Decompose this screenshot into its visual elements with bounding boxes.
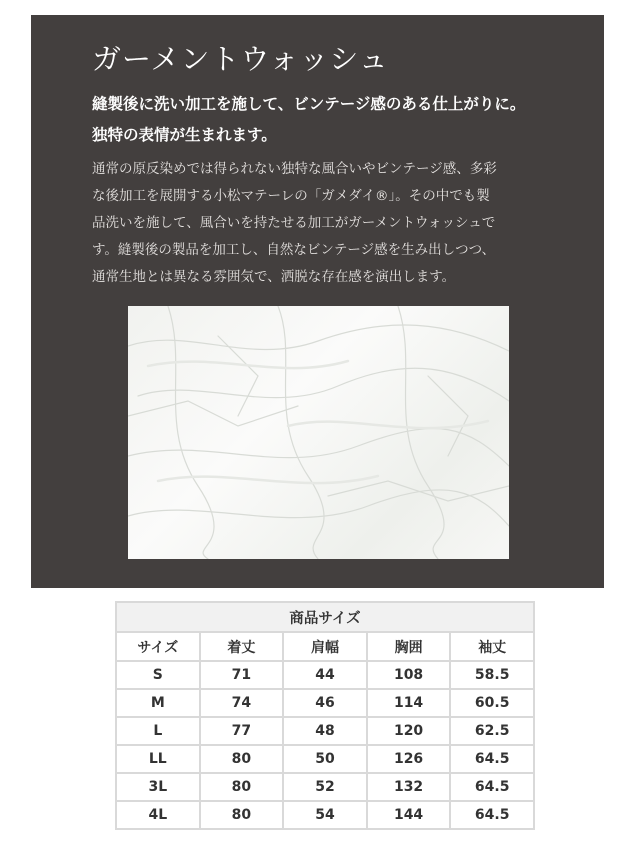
description-line: 通常の原反染めでは得られない独特な風合いやビンテージ感、多彩 [92,161,497,177]
description-line: す。縫製後の製品を加工し、自然なビンテージ感を生み出しつつ、 [92,242,496,258]
header-cell: 胸囲 [367,632,451,661]
fabric-wrinkles [128,306,509,559]
table-cell: 48 [283,717,367,745]
feature-panel [31,15,604,588]
table-cell: 54 [283,801,367,829]
table-cell: 120 [367,717,451,745]
table-cell: M [116,689,200,717]
table-cell: 64.5 [450,745,534,773]
table-cell: L [116,717,200,745]
table-cell: 71 [200,661,284,689]
header-cell: 着丈 [200,632,284,661]
table-row [116,717,534,745]
header-cell: サイズ [116,632,200,661]
lead-line: 縫製後に洗い加工を施して、ビンテージ感のある仕上がりに。 [92,95,526,113]
fabric-texture-image [128,306,509,559]
table-cell: 74 [200,689,284,717]
size-table-header-row [116,632,534,661]
table-cell: 80 [200,801,284,829]
header-cell: 肩幅 [283,632,367,661]
feature-lead [92,89,572,151]
table-row [116,745,534,773]
table-cell: 62.5 [450,717,534,745]
description-line: な後加工を展開する小松マテーレの「ガメダイ®」。その中でも製 [92,188,490,204]
table-cell: 50 [283,745,367,773]
table-cell: 80 [200,745,284,773]
table-row [116,689,534,717]
table-row [116,773,534,801]
feature-description [92,156,562,291]
description-line: 品洗いを施して、風合いを持たせる加工がガーメントウォッシュで [92,215,496,231]
table-cell: 3L [116,773,200,801]
lead-line: 独特の表情が生まれます。 [92,126,277,144]
table-cell: 114 [367,689,451,717]
table-cell: S [116,661,200,689]
table-cell: 44 [283,661,367,689]
description-line: 通常生地とは異なる雰囲気で、洒脱な存在感を演出します。 [92,269,456,285]
table-cell: LL [116,745,200,773]
table-cell: 132 [367,773,451,801]
table-cell: 46 [283,689,367,717]
table-cell: 77 [200,717,284,745]
table-cell: 52 [283,773,367,801]
table-row [116,661,534,689]
table-cell: 126 [367,745,451,773]
table-row [116,801,534,829]
header-cell: 袖丈 [450,632,534,661]
feature-title: ガーメントウォッシュ [92,42,389,76]
table-cell: 144 [367,801,451,829]
table-cell: 108 [367,661,451,689]
size-table-caption: 商品サイズ [116,602,534,632]
table-cell: 58.5 [450,661,534,689]
table-cell: 64.5 [450,801,534,829]
table-cell: 60.5 [450,689,534,717]
table-cell: 4L [116,801,200,829]
table-cell: 64.5 [450,773,534,801]
table-cell: 80 [200,773,284,801]
size-table [115,601,535,830]
